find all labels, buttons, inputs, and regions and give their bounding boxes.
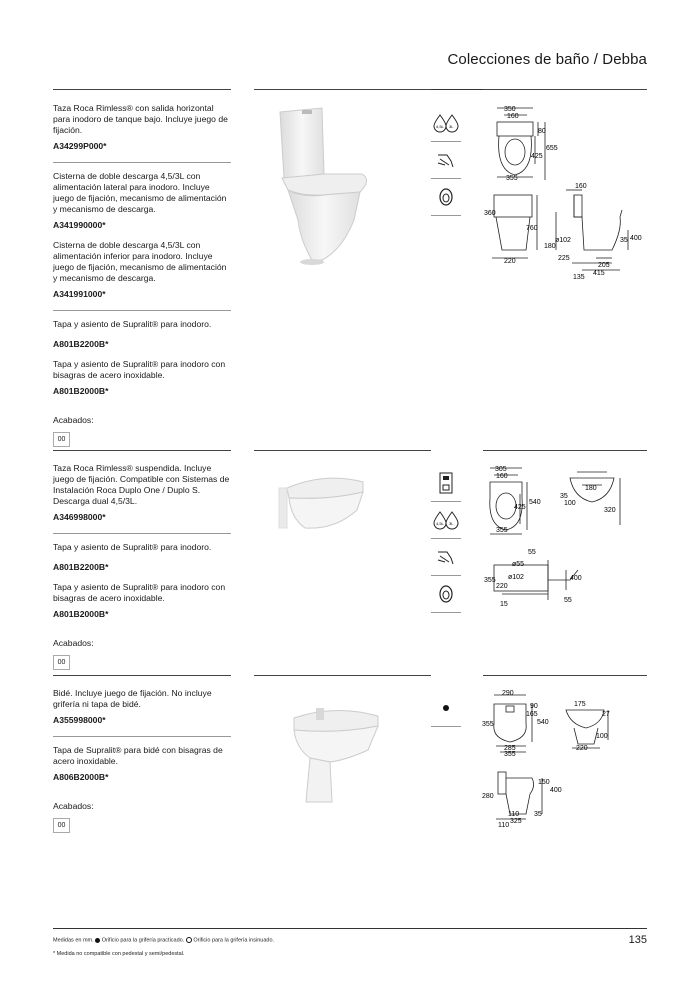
dimension-label: 400 [570,575,582,582]
footnote [53,937,274,943]
product-item [53,745,231,793]
section-divider [254,675,431,676]
seat-soft-close-icon [431,576,461,613]
product-item [53,688,231,737]
empty-circle-icon [186,937,192,943]
technical-drawing [482,100,652,290]
section-divider [53,675,231,676]
dimension-label: 180 [585,485,597,492]
close-coupled-toilet-photo [262,100,374,270]
feature-icons [431,690,461,727]
dimension-label: 400 [550,787,562,794]
spray-rimless-icon [431,142,461,179]
feature-icons [431,105,461,216]
product-description: Tapa y asiento de Supralit® para inodoro con bisagras de acero inoxidable. [53,359,226,380]
page-number: 135 [628,934,647,946]
dimension-label: 55 [564,597,572,604]
dimension-label: 100 [564,500,576,507]
product-code: A801B2200B* [53,562,109,572]
finish-swatch: 00 [53,818,70,833]
finish-label: Acabados: [53,415,94,425]
product-description: Tapa y asiento de Supralit® para inodoro. [53,542,212,552]
dimension-label: 205 [598,262,610,269]
dimension-label: 425 [514,504,526,511]
dimension-label: 425 [531,153,543,160]
water-drop-dual-flush-icon [431,105,461,142]
dimension-label: 540 [537,719,549,726]
section-divider [53,450,231,451]
dimension-label: 415 [593,270,605,277]
dimension-label: 160 [507,113,519,120]
dimension-label: 540 [529,499,541,506]
dimension-label: 160 [575,183,587,190]
product-code: A341990000* [53,220,106,230]
dimension-label: 110 [508,811,520,818]
dimension-label: 760 [526,225,538,232]
finish-swatch: 00 [53,655,70,670]
dimension-label: 80 [538,128,546,135]
finish-label: Acabados: [53,638,94,648]
product-item [53,103,231,163]
dimension-label: 350 [504,106,516,113]
product-code: A341991000* [53,289,106,299]
product-code: A806B2000B* [53,772,109,782]
product-description: Tapa de Supralit® para bidé con bisagras de acero inoxidable. [53,745,223,766]
finish-label: Acabados: [53,801,94,811]
product-item [53,171,231,311]
dimension-label: 35 [560,493,568,500]
dimension-label: 355 [506,175,518,182]
flush-volume-label: 3L [449,124,454,129]
section-1-text [53,103,231,447]
filled-circle-icon [95,938,100,943]
footnote-text: Orificio para la grifería insinuado. [193,937,275,944]
dimension-label: ø55 [512,561,525,568]
section-divider [483,450,647,451]
product-description: Tapa y asiento de Supralit® para inodoro con bisagras de acero inoxidable. [53,582,226,603]
seat-soft-close-icon [431,179,461,216]
dimension-label: 180 [544,243,556,250]
product-code: A801B2000B* [53,386,109,396]
dimension-label: 220 [504,258,516,265]
dimension-label: 15 [500,601,508,608]
product-description: Cisterna de doble descarga 4,5/3L con alimentación lateral para inodoro. Incluye juego de fijación, mecanismo de alimentación y mecanismo de descarga. [53,171,227,214]
dimension-label: 355 [482,721,494,728]
dimension-label: 55 [528,549,536,556]
dimension-label: 175 [574,701,586,708]
dimension-label: 225 [558,255,570,262]
product-description: Bidé. Incluye juego de fijación. No incluye grifería ni tapa de bidé. [53,688,212,709]
tap-hole-dot-icon [431,690,461,727]
water-drop-dual-flush-icon [431,502,461,539]
dimension-label: 27 [602,711,610,718]
product-item [53,319,231,407]
dimension-label: 290 [502,690,514,697]
dimension-label: 160 [496,473,508,480]
product-code: A801B2200B* [53,339,109,349]
dimension-label: 165 [526,711,538,718]
wall-hung-toilet-photo [275,470,375,540]
dimension-label: 220 [576,745,588,752]
flush-volume-label: 4,5L [436,521,444,526]
section-divider [254,450,431,451]
installation-frame-icon [431,465,461,502]
dimension-label: 35 [620,237,628,244]
section-3-text [53,688,231,833]
dimension-label: 320 [604,507,616,514]
bidet-photo [280,690,390,810]
footnote-text: Orificio para la grifería practicado. [101,937,185,944]
product-code: A355998000* [53,715,106,725]
dimension-label: 100 [596,733,608,740]
section-divider [53,89,231,90]
dimension-label: 35 [534,811,542,818]
product-code: A34299P000* [53,141,107,151]
product-item [53,542,231,630]
dimension-label: 355 [504,751,516,758]
section-divider [483,675,647,676]
finish-swatch: 00 [53,432,70,447]
dimension-label: ø102 [508,574,524,581]
dimension-label: 305 [495,466,507,473]
dimension-label: 135 [573,274,585,281]
section-divider [254,89,431,90]
dimension-label: 110 [498,822,510,829]
technical-drawing [482,460,652,610]
dimension-label: 360 [484,210,496,217]
dimension-label: 280 [482,793,494,800]
footer-divider [53,928,647,929]
dimension-label: 285 [504,745,516,752]
dimension-label: ø102 [555,237,571,244]
product-code: A801B2000B* [53,609,109,619]
product-description: Cisterna de doble descarga 4,5/3L con alimentación inferior para inodoro. Incluye juego de fijación, mecanismo de alimentación y mecanismo de descarga. [53,240,227,283]
footnote-text: Medidas en mm. [53,937,94,944]
dimension-label: 400 [630,235,642,242]
dimension-label: 355 [484,577,496,584]
product-code: A346998000* [53,512,106,522]
section-2-text [53,463,231,670]
flush-volume-label: 3L [449,521,454,526]
product-item [53,463,231,534]
footnote: * Medida no compatible con pedestal y semi/pedestal. [53,951,185,957]
flush-volume-label: 4,5L [436,124,444,129]
section-divider [483,89,647,90]
feature-icons [431,465,461,613]
product-description: Taza Roca Rimless® con salida horizontal para inodoro de tanque bajo. Incluye juego de fijación. [53,103,228,135]
dimension-label: 90 [530,703,538,710]
spray-rimless-icon [431,539,461,576]
dimension-label: 150 [538,779,550,786]
dimension-label: 325 [510,818,522,825]
dimension-label: 220 [496,583,508,590]
product-description: Taza Roca Rimless® suspendida. Incluye juego de fijación. Compatible con Sistemas de Instalación Roca Duplo One / Duplo S. Descarga dual 4,5/3L. [53,463,230,506]
technical-drawing [482,686,652,836]
dimension-label: 355 [496,527,508,534]
page-title: Colecciones de baño / Debba [447,51,647,68]
product-description: Tapa y asiento de Supralit® para inodoro. [53,319,212,329]
dimension-label: 655 [546,145,558,152]
